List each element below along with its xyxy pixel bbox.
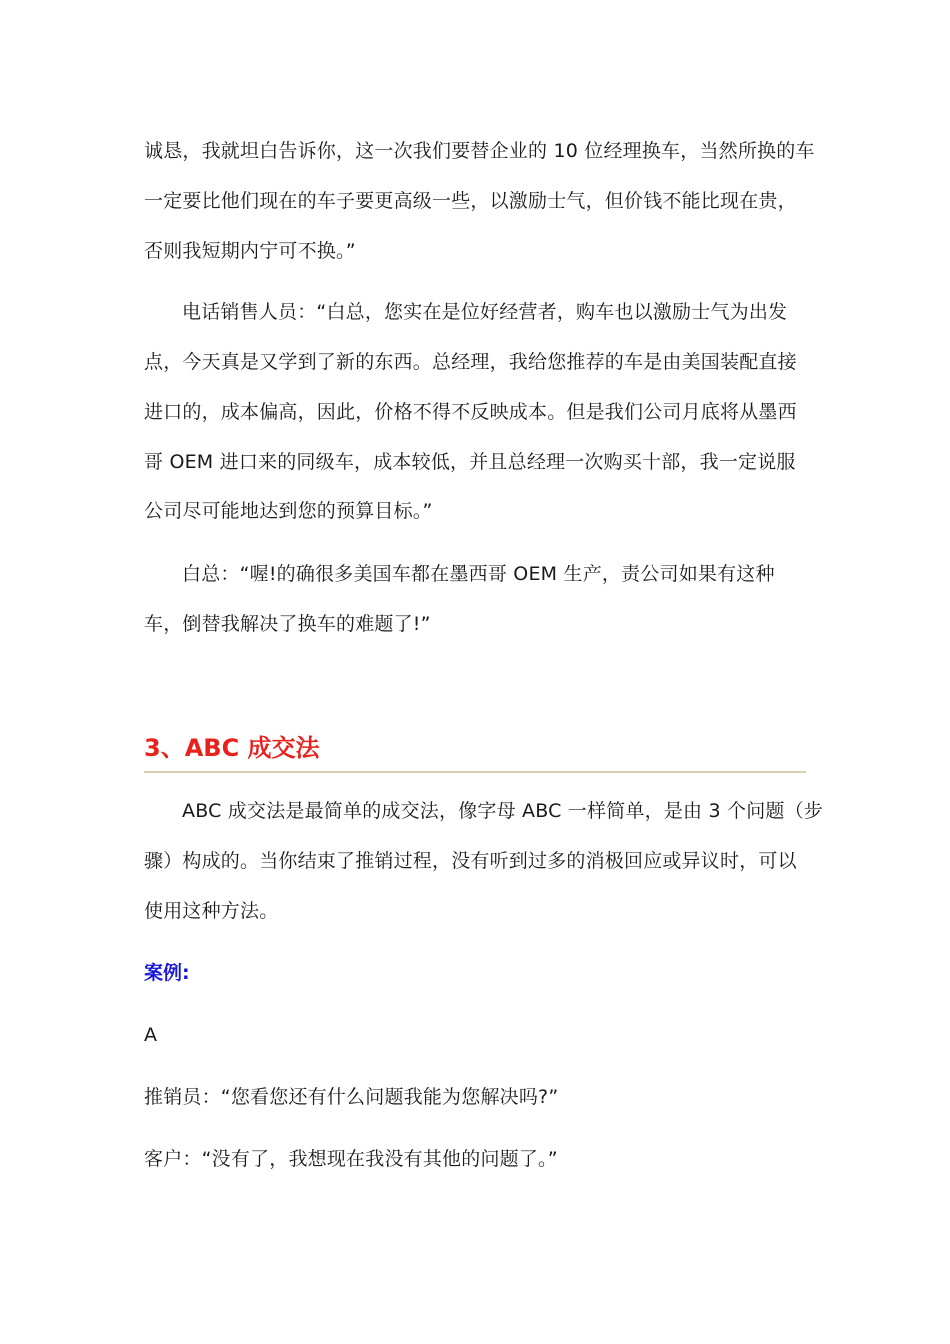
para2-line-5: 公司尽可能地达到您的预算目标。” xyxy=(144,500,433,522)
para2-line-4: 哥 OEM 进口来的同级车，成本较低，并且总经理一次购买十部，我一定说服 xyxy=(144,451,796,473)
para2-line-1: 电话销售人员：“白总，您实在是位好经营者，购车也以激励士气为出发 xyxy=(182,301,788,323)
heading-divider xyxy=(144,771,806,773)
para1-line-1: 诚恳，我就坦白告诉你，这一次我们要替企业的 10 位经理换车，当然所换的车 xyxy=(144,140,815,162)
para1-line-2: 一定要比他们现在的车子要更高级一些，以激励士气，但价钱不能比现在贵， xyxy=(144,190,797,212)
case-label: 案例: xyxy=(144,962,190,984)
dialogue-salesperson: 推销员：“您看您还有什么问题我能为您解决吗?” xyxy=(144,1086,559,1108)
para4-line-3: 使用这种方法。 xyxy=(144,900,279,922)
section-heading: 3、ABC 成交法 xyxy=(144,734,320,762)
para1-line-3: 否则我短期内宁可不换。” xyxy=(144,240,356,262)
para2-line-3: 进口的，成本偏高，因此，价格不得不反映成本。但是我们公司月底将从墨西 xyxy=(144,401,797,423)
para2-line-2: 点，今天真是又学到了新的东西。总经理，我给您推荐的车是由美国装配直接 xyxy=(144,351,797,373)
para3-line-2: 车，倒替我解决了换车的难题了!” xyxy=(144,613,431,635)
para3-line-1: 白总：“喔!的确很多美国车都在墨西哥 OEM 生产，责公司如果有这种 xyxy=(182,563,775,585)
para4-line-1: ABC 成交法是最简单的成交法，像字母 ABC 一样简单，是由 3 个问题（步 xyxy=(182,800,824,822)
para4-line-2: 骤）构成的。当你结束了推销过程，没有听到过多的消极回应或异议时，可以 xyxy=(144,850,797,872)
case-step: A xyxy=(144,1024,158,1046)
dialogue-customer: 客户：“没有了，我想现在我没有其他的问题了。” xyxy=(144,1148,558,1170)
